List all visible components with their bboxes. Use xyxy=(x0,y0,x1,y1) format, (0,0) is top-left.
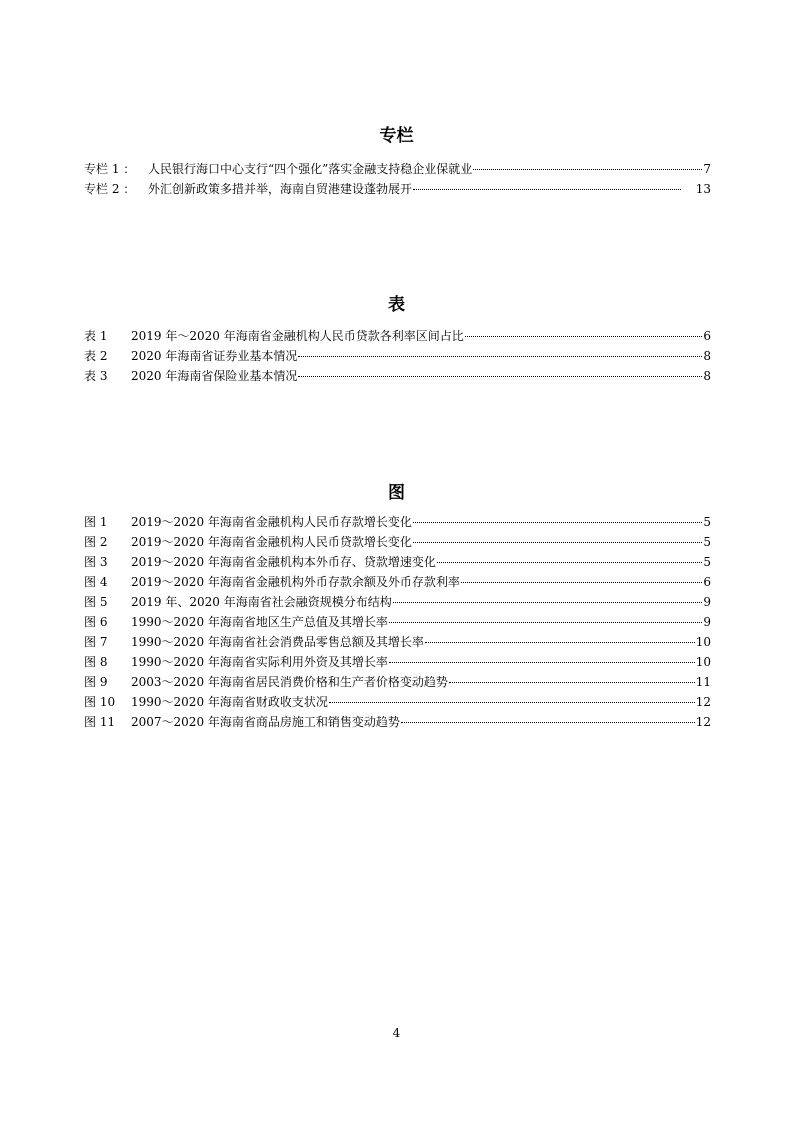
dot-leader xyxy=(393,601,702,603)
toc-entry-label: 图 4 xyxy=(84,575,108,589)
toc-entry[interactable] xyxy=(84,652,711,672)
toc-entry-label: 表 3 xyxy=(84,369,108,383)
page-number: 4 xyxy=(392,1026,401,1040)
toc-entry[interactable] xyxy=(84,632,711,652)
section-title-tu: 图 xyxy=(388,483,405,503)
toc-entry-title: 1990～2020 年海南省实际利用外资及其增长率 xyxy=(131,655,388,669)
dot-leader xyxy=(389,621,702,623)
dot-leader xyxy=(401,721,695,723)
toc-entry-page: 11 xyxy=(695,675,711,689)
toc-entry-page: 6 xyxy=(703,329,711,343)
dot-leader xyxy=(437,561,702,563)
dot-leader xyxy=(413,541,702,543)
toc-entry-title: 2019 年～2020 年海南省金融机构人民币贷款各利率区间占比 xyxy=(131,329,464,343)
dot-leader xyxy=(425,641,695,643)
dot-leader xyxy=(413,188,681,190)
dot-leader xyxy=(298,355,702,357)
toc-entry-label: 图 10 xyxy=(84,695,116,709)
dot-leader xyxy=(449,681,695,683)
dot-leader xyxy=(298,375,702,377)
toc-entry-title: 2019～2020 年海南省金融机构人民币贷款增长变化 xyxy=(131,535,412,549)
toc-entry-page: 8 xyxy=(703,369,711,383)
toc-entry[interactable] xyxy=(84,712,711,732)
toc-entry-title: 1990～2020 年海南省社会消费品零售总额及其增长率 xyxy=(131,635,424,649)
toc-entry-title: 2003～2020 年海南省居民消费价格和生产者价格变动趋势 xyxy=(131,675,448,689)
toc-entry-label: 图 5 xyxy=(84,595,108,609)
toc-entry-title: 2020 年海南省保险业基本情况 xyxy=(131,369,298,383)
toc-entry-page: 10 xyxy=(695,655,711,669)
toc-entry-page: 12 xyxy=(695,715,711,729)
toc-entry[interactable] xyxy=(84,572,711,592)
toc-entry-title: 2007～2020 年海南省商品房施工和销售变动趋势 xyxy=(131,715,400,729)
dot-leader xyxy=(413,521,702,523)
toc-entry-label: 图 6 xyxy=(84,615,108,629)
toc-entry-title: 人民银行海口中心支行“四个强化”落实金融支持稳企业保就业 xyxy=(148,162,473,176)
toc-entry[interactable] xyxy=(84,692,711,712)
toc-entry[interactable] xyxy=(84,512,711,532)
toc-entry-title: 2020 年海南省证券业基本情况 xyxy=(131,349,298,363)
toc-entry-label: 图 7 xyxy=(84,635,108,649)
section-title-biao: 表 xyxy=(388,295,405,315)
toc-entry[interactable] xyxy=(84,592,711,612)
toc-entry-page: 5 xyxy=(703,515,711,529)
toc-entry-title: 外汇创新政策多措并举，海南自贸港建设蓬勃展开 xyxy=(148,182,413,196)
toc-list-tu xyxy=(84,512,711,732)
toc-entry-label: 图 8 xyxy=(84,655,108,669)
toc-entry-page: 7 xyxy=(703,162,711,176)
toc-entry-title: 2019 年、2020 年海南省社会融资规模分布结构 xyxy=(131,595,392,609)
toc-entry[interactable] xyxy=(84,532,711,552)
toc-entry-page: 5 xyxy=(703,555,711,569)
toc-entry[interactable] xyxy=(84,366,711,386)
dot-leader xyxy=(329,701,695,703)
toc-entry[interactable] xyxy=(84,346,711,366)
dot-leader xyxy=(465,335,702,337)
toc-entry-title: 2019～2020 年海南省金融机构外币存款余额及外币存款利率 xyxy=(131,575,460,589)
toc-entry-title: 2019～2020 年海南省金融机构人民币存款增长变化 xyxy=(131,515,412,529)
toc-entry-page: 13 xyxy=(695,182,711,196)
toc-entry-page: 10 xyxy=(695,635,711,649)
toc-list-zhuanlan xyxy=(84,159,711,199)
toc-entry-label: 表 1 xyxy=(84,329,108,343)
section-title-zhuanlan: 专栏 xyxy=(379,126,414,146)
toc-entry-page: 12 xyxy=(695,695,711,709)
toc-entry-title: 2019～2020 年海南省金融机构本外币存、贷款增速变化 xyxy=(131,555,436,569)
toc-entry-page: 9 xyxy=(703,615,711,629)
dot-leader xyxy=(473,168,702,170)
toc-entry[interactable] xyxy=(84,672,711,692)
toc-entry-title: 1990～2020 年海南省财政收支状况 xyxy=(131,695,328,709)
toc-entry-page: 5 xyxy=(703,535,711,549)
toc-entry-page: 6 xyxy=(703,575,711,589)
toc-entry-page: 9 xyxy=(703,595,711,609)
toc-entry[interactable] xyxy=(84,326,711,346)
toc-entry[interactable] xyxy=(84,159,711,179)
toc-list-biao xyxy=(84,326,711,386)
toc-entry-label: 图 9 xyxy=(84,675,108,689)
dot-leader xyxy=(461,581,702,583)
toc-entry-label: 图 3 xyxy=(84,555,108,569)
toc-entry-page: 8 xyxy=(703,349,711,363)
toc-entry-label: 表 2 xyxy=(84,349,108,363)
toc-entry[interactable] xyxy=(84,552,711,572)
toc-entry-label: 图 2 xyxy=(84,535,108,549)
dot-leader xyxy=(389,661,695,663)
toc-entry[interactable] xyxy=(84,612,711,632)
toc-entry-title: 1990～2020 年海南省地区生产总值及其增长率 xyxy=(131,615,388,629)
toc-entry-label: 图 11 xyxy=(84,715,116,729)
toc-entry-label: 专栏 1 ： xyxy=(84,162,136,176)
toc-entry-label: 专栏 2 ： xyxy=(84,182,136,196)
toc-entry-label: 图 1 xyxy=(84,515,108,529)
toc-entry[interactable] xyxy=(84,179,711,199)
